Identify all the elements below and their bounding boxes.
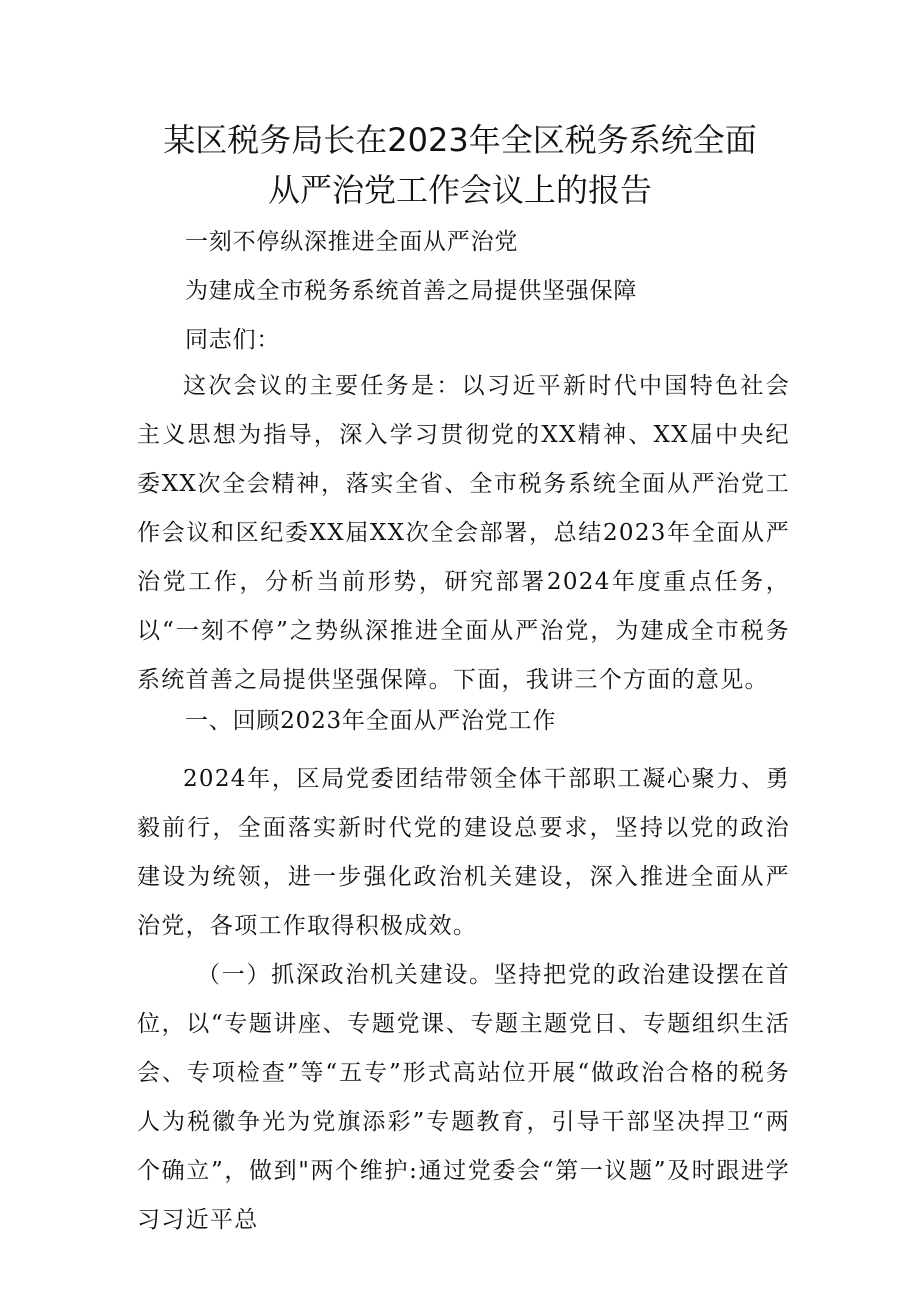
salutation: 同志们：	[185, 327, 281, 353]
subtitle-line-1: 一刻不停纵深推进全面从严治党	[185, 229, 519, 255]
section-heading-1: 一、回顾2023年全面从严治党工作	[185, 708, 557, 734]
intro-paragraph: 这次会议的主要任务是：以习近平新时代中国特色社会主义思想为指导，深入学习贯彻党的XX精神、XX届中央纪委XX次全会精神，落实全省、全市税务系统全面从严治党工作会议和区纪委XX届XX次全会部署，总结2023年全面从严治党工作，分析当前形势，研究部署2024年度重点任务，以“一刻不停”之势纵深推进全面从严治党，为建成全市税务系统首善之局提供坚强保障。下面，我讲三个方面的意见。	[137, 373, 790, 693]
subtitle-line-2: 为建成全市税务系统首善之局提供坚强保障	[185, 278, 638, 304]
subsection-1-paragraph: （一）抓深政治机关建设。坚持把党的政治建设摆在首位，以“专题讲座、专题党课、专题主题党日、专题组织生活会、专项检查”等“五专”形式高站位开展“做政治合格的税务人为税徽争光为党旗添彩”专题教育，引导干部坚决捍卫“两个确立”，做到"两个维护:通过党委会“第一议题”及时跟进学习习近平总	[137, 962, 790, 1233]
title-line-1: 某区税务局长在2023年全区税务系统全面	[163, 121, 757, 159]
title-line-2: 从严治党工作会议上的报告	[267, 171, 652, 209]
section-1-paragraph: 2024年，区局党委团结带领全体干部职工凝心聚力、勇毅前行，全面落实新时代党的建设总要求，坚持以党的政治建设为统领，进一步强化政治机关建设，深入推进全面从严治党，各项工作取得积极成效。	[137, 766, 790, 939]
